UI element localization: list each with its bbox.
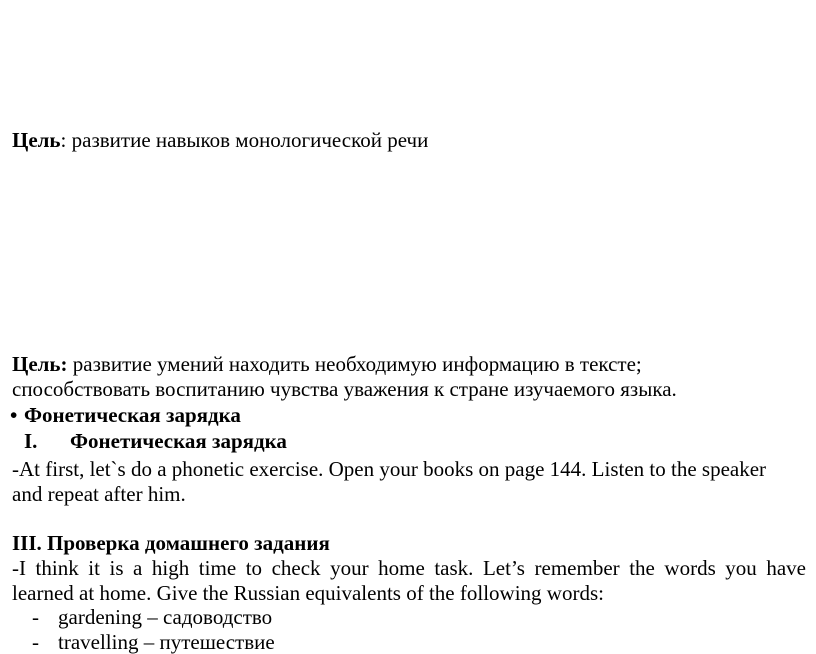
section-3-text-2: learned at home. Give the Russian equivalents of the following words: [12,581,604,605]
goal-1-label: Цель [12,128,61,152]
goal-1-paragraph [12,128,806,152]
bullet-icon: • [10,403,18,427]
list-item-text: travelling – путешествие [58,630,275,654]
section-3-text-line-2 [12,581,806,605]
list-dash-icon: - [32,630,39,654]
section-1-text-1: -At first, let`s do a phonetic exercise. Open your books on page 144. Listen to the speaker [12,457,767,481]
goal-2-text-line-2: способствовать воспитанию чувства уважения к стране изучаемого языка. [12,377,677,401]
section-3-title: III. Проверка домашнего задания [12,531,330,555]
bullet-heading [10,403,806,427]
goal-2-label: Цель: [12,352,68,376]
section-1-text-line-2 [12,482,806,506]
section-3-heading [12,531,806,555]
section-1-text-line-1 [12,457,806,481]
goal-2-text-line-1: развитие умений находить необходимую информацию в тексте; [67,352,642,376]
goal-2-paragraph-line-2 [12,377,806,401]
list-item [32,630,806,654]
list-dash-icon: - [32,605,39,629]
section-1-title: Фонетическая зарядка [70,429,287,453]
section-1-heading [24,429,806,453]
section-1-text-2: and repeat after him. [12,482,186,506]
section-1-numeral: I. [24,429,38,453]
bullet-heading-text: Фонетическая зарядка [24,403,241,427]
list-item-text: gardening – садоводство [58,605,273,629]
goal-2-paragraph-line-1 [12,352,806,376]
goal-1-text: : развитие навыков монологической речи [60,128,429,152]
section-3-text-line-1 [12,556,806,580]
list-item [32,605,806,629]
section-3-text-1: -I think it is a high time to check your home task. Let’s remember the words you have [12,556,806,580]
